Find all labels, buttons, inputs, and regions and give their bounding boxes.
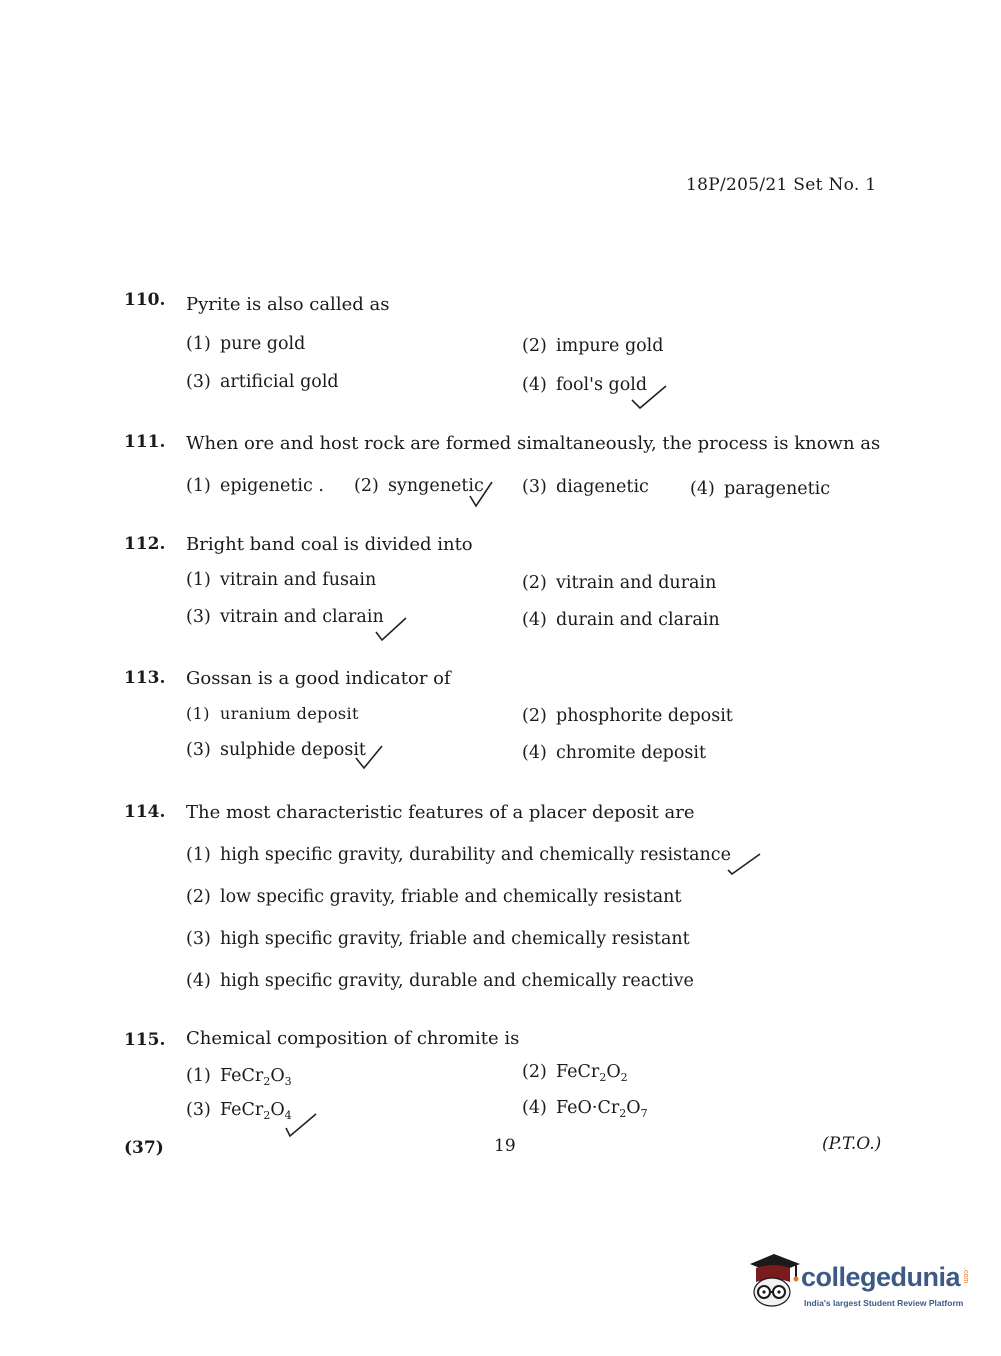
option-4: (4) durain and clarain — [522, 610, 720, 630]
question-number: 112. — [124, 534, 166, 554]
option-1: (1) pure gold — [186, 334, 306, 354]
option-4: (4) paragenetic — [690, 479, 831, 499]
option-4: (4) fool's gold — [522, 375, 648, 395]
question-text: Gossan is a good indicator of — [186, 668, 451, 689]
question-number: 115. — [124, 1030, 166, 1050]
option-3: (3) artificial gold — [186, 372, 339, 392]
question-text: Bright band coal is divided into — [186, 534, 473, 555]
option-3: (3) vitrain and clarain — [186, 607, 384, 627]
page-number: 19 — [494, 1136, 516, 1156]
question-number: 113. — [124, 668, 166, 688]
student-mascot-icon — [744, 1252, 802, 1310]
tick-mark-icon — [628, 382, 668, 412]
question-number: 114. — [124, 802, 166, 822]
option-1: (1) epigenetic . — [186, 476, 324, 496]
brand-name: collegedunia — [801, 1262, 961, 1292]
option-1: (1) vitrain and fusain — [186, 570, 377, 590]
tick-mark-icon — [464, 480, 504, 510]
option-4: (4) high specific gravity, durable and chemically reactive — [186, 971, 694, 991]
option-1: (1) $FeCr_2O_3$ — [186, 1066, 292, 1088]
tick-mark-icon — [724, 848, 764, 878]
paper-code: 18P/205/21 Set No. 1 — [686, 175, 877, 195]
option-1: (1) uranium deposit — [186, 704, 359, 723]
question-text: Pyrite is also called as — [186, 294, 390, 315]
option-3: (3) $FeCr_2O_4$ — [186, 1100, 292, 1122]
option-2: (2) $FeCr_2O_2$ — [522, 1062, 628, 1084]
option-2: (2) phosphorite deposit — [522, 706, 733, 726]
option-1: (1) high specific gravity, durability and chemically resistance — [186, 845, 731, 865]
option-2: (2) impure gold — [522, 336, 664, 356]
question-text: When ore and host rock are formed simaltaneously, the process is known as — [186, 433, 881, 454]
question-number: 110. — [124, 290, 166, 310]
tick-mark-icon — [352, 742, 392, 772]
option-4: (4) $FeO\cdot Cr_2O_7$ — [522, 1098, 648, 1120]
brand-domain: .com — [962, 1268, 969, 1284]
option-3: (3) sulphide deposit — [186, 740, 366, 760]
question-text: Chemical composition of chromite is — [186, 1028, 520, 1049]
option-2: (2) vitrain and durain — [522, 573, 717, 593]
collegedunia-brand — [744, 1250, 974, 1320]
question-text: The most characteristic features of a placer deposit are — [186, 802, 695, 823]
option-2: (2) syngenetic — [354, 476, 484, 496]
brand-tagline: India's largest Student Review Platform — [804, 1298, 964, 1308]
option-2: (2) low specific gravity, friable and chemically resistant — [186, 887, 682, 907]
booklet-code: (37) — [124, 1138, 164, 1158]
option-4: (4) chromite deposit — [522, 743, 707, 763]
tick-mark-icon — [282, 1112, 322, 1142]
option-3: (3) diagenetic — [522, 477, 649, 497]
question-number: 111. — [124, 432, 166, 452]
option-3: (3) high specific gravity, friable and chemically resistant — [186, 929, 690, 949]
tick-mark-icon — [372, 614, 412, 644]
please-turn-over: (P.T.O.) — [822, 1134, 882, 1154]
